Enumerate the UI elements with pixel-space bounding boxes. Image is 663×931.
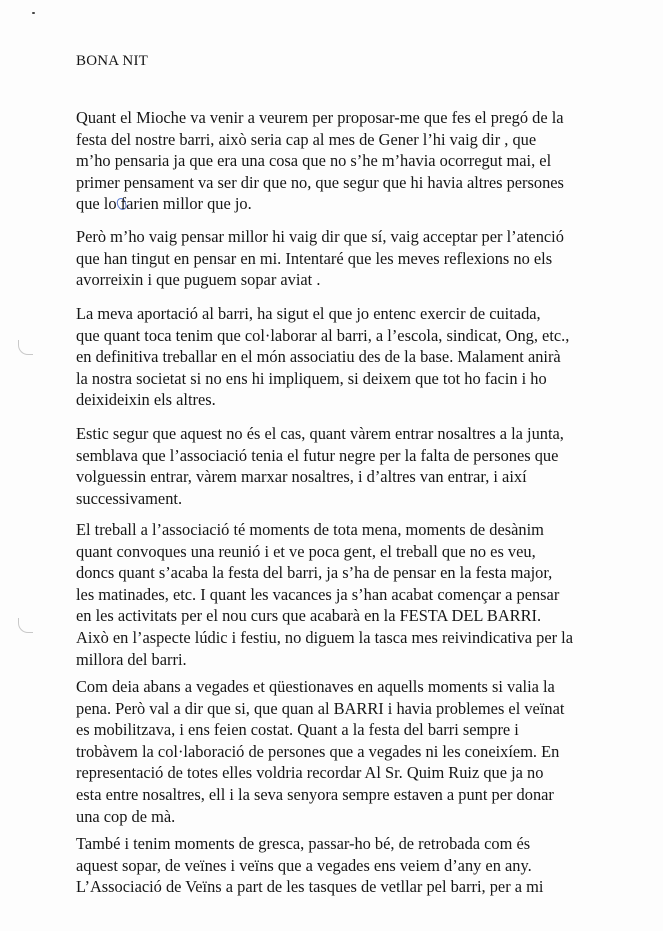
paragraph-4 (76, 423, 596, 509)
paragraph-1 (76, 107, 596, 215)
text-line: successivament. (76, 488, 183, 508)
text-line: deixideixin els altres. (76, 390, 216, 410)
text-line: quant convoques una reunió i et ve poca gent, el treball que no es veu, (76, 541, 536, 561)
text-line: volguessin entrar, vàrem marxar nosaltres, i d’altres van entrar, i així (76, 467, 527, 487)
paragraph-6 (76, 676, 596, 827)
text-line: que lo farien millor que jo. (76, 194, 252, 214)
text-line: doncs quant s’acaba la festa del barri, ja s’ha de pensar en la festa major, (76, 563, 553, 583)
text-line: una cop de mà. (76, 806, 176, 826)
margin-fold-mark (18, 618, 33, 633)
text-line: pena. Però val a dir que si, que quan al BARRI i havia problemes el veïnat (76, 698, 565, 718)
paragraph-7 (76, 833, 596, 898)
text-line: representació de totes elles voldria recordar Al Sr. Quim Ruiz que ja no (76, 763, 544, 783)
text-line: Quant el Mioche va venir a veurem per proposar-me que fes el pregó de la (76, 108, 564, 127)
paragraph-3 (76, 303, 596, 411)
text-line: en les activitats per el nou curs que acabarà en la FESTA DEL BARRI. (76, 606, 542, 626)
text-line: festa del nostre barri, això seria cap al mes de Gener l’hi vaig dir , que (76, 129, 537, 149)
text-line: es mobilitzava, i ens feien costat. Quant a la festa del barri sempre i (76, 720, 519, 740)
document-heading: BONA NIT (76, 53, 149, 69)
text-line: esta entre nosaltres, ell i la seva senyora sempre estaven a punt per donar (76, 784, 554, 804)
text-line: avorreixin i que puguem sopar aviat . (76, 270, 321, 290)
text-line: en definitiva treballar en el món associatiu des de la base. Malament anirà (76, 347, 561, 367)
text-line: La meva aportació al barri, ha sigut el que jo entenc exercir de cuitada, (76, 304, 541, 323)
text-line: que han tingut en pensar en mi. Intentaré que les meves reflexions no els (76, 248, 553, 268)
text-line: El treball a l’associació té moments de tota mena, moments de desànim (76, 520, 544, 539)
text-line: que quant toca tenim que col·laborar al barri, a l’escola, sindicat, Ong, etc., (76, 325, 570, 345)
text-line: trobàvem la col·laboració de persones que a vegades ni les coneixíem. En (76, 741, 560, 761)
paragraph-5 (76, 519, 596, 670)
scan-speck (32, 12, 35, 14)
text-line: L’Associació de Veïns a part de les tasques de vetllar pel barri, per a mi (76, 877, 544, 897)
text-line: Però m’ho vaig pensar millor hi vaig dir que sí, vaig acceptar per l’atenció (76, 227, 564, 246)
text-line: semblava que l’associació tenia el futur negre per la falta de persones que (76, 445, 559, 465)
text-line: Estic segur que aquest no és el cas, quant vàrem entrar nosaltres a la junta, (76, 424, 564, 443)
margin-fold-mark (18, 340, 33, 355)
text-line: la nostra societat si no ens hi impliquem, si deixem que tot ho facin i ho (76, 368, 547, 388)
paragraph-2 (76, 226, 596, 291)
text-line: Això en l’aspecte lúdic i festiu, no diguem la tasca mes reivindicativa per la (76, 627, 574, 647)
text-line: millora del barri. (76, 649, 187, 669)
text-line: També i tenim moments de gresca, passar-ho bé, de retrobada com és (76, 834, 531, 853)
text-line: aquest sopar, de veïnes i veïns que a vegades ens veiem d’any en any. (76, 855, 532, 875)
text-line: Com deia abans a vegades et qüestionaves en aquells moments si valia la (76, 677, 555, 696)
text-line: les matinades, etc. I quant les vacances ja s’han acabat començar a pensar (76, 584, 560, 604)
text-line: primer pensament va ser dir que no, que segur que hi havia altres persones (76, 172, 564, 192)
text-line: m’ho pensaria ja que era una cosa que no s’he m’havia ocorregut mai, el (76, 151, 552, 171)
